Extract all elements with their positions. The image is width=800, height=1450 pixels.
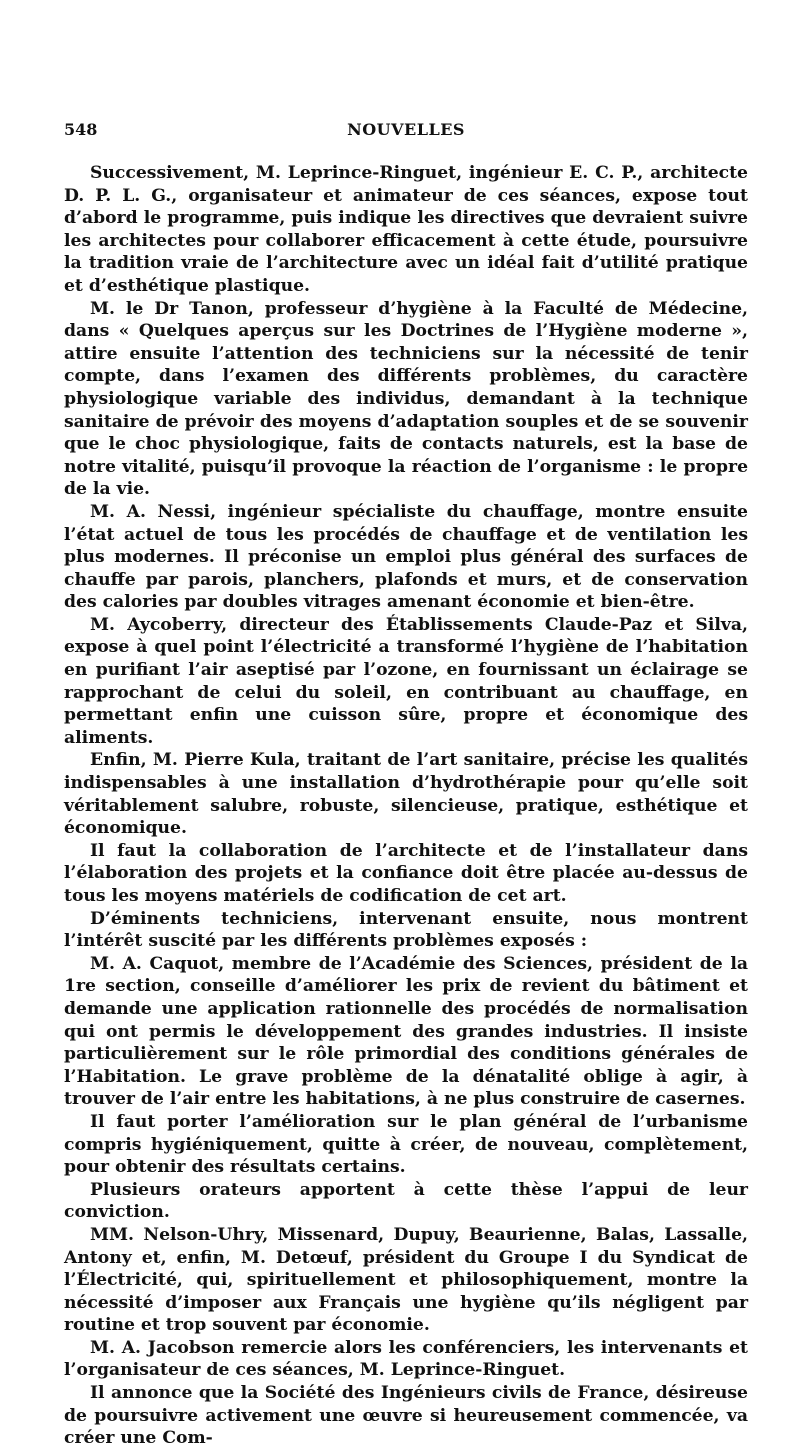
paragraph: M. Aycoberry, directeur des Établissements Claude-Paz et Silva, expose à quel point l’électricité a transformé l’hygiène de l’habitation en purifiant l’air aseptisé par l’ozone, en fournissant un éclairage se rapprochant de celui du soleil, en contribuant au chauffage, en permettant enfin une cuisson sûre, propre et économique des aliments. bbox=[64, 614, 748, 748]
page-number: 548 bbox=[64, 120, 98, 139]
paragraph: D’éminents techniciens, intervenant ensuite, nous montrent l’intérêt suscité par les différents problèmes exposés : bbox=[64, 908, 748, 952]
paragraph: M. A. Caquot, membre de l’Académie des Sciences, président de la 1re section, conseille d’améliorer les prix de revient du bâtiment et demande une application rationnelle des procédés de normalisation qui ont permis le développement des grandes industries. Il insiste particulièrement sur le rôle primordial des conditions générales de l’Habitation. Le grave problème de la dénatalité oblige à agir, à trouver de l’air entre les habitations, à ne plus construire de casernes. bbox=[64, 953, 748, 1110]
paragraph: M. A. Jacobson remercie alors les conférenciers, les intervenants et l’organisateur de ces séances, M. Leprince-Ringuet. bbox=[64, 1337, 748, 1381]
paragraph: Il faut porter l’amélioration sur le plan général de l’urbanisme compris hygiéniquement, quitte à créer, de nouveau, complètement, pour obtenir des résultats certains. bbox=[64, 1111, 748, 1178]
paragraph: Il annonce que la Société des Ingénieurs civils de France, désireuse de poursuivre activement une œuvre si heureusement commencée, va créer une Com- bbox=[64, 1383, 748, 1449]
paragraph: M. A. Nessi, ingénieur spécialiste du chauffage, montre ensuite l’état actuel de tous les procédés de chauffage et de ventilation les plus modernes. Il préconise un emploi plus général des surfaces de chauffe par parois, planchers, plafonds et murs, et de conservation des calories par doubles vitrages amenant économie et bien-être. bbox=[64, 501, 748, 613]
running-head: NOUVELLES bbox=[347, 120, 465, 139]
page-header bbox=[64, 120, 748, 150]
paragraph: Plusieurs orateurs apportent à cette thèse l’appui de leur conviction. bbox=[64, 1179, 748, 1223]
body-text bbox=[64, 162, 748, 1450]
paragraph: MM. Nelson-Uhry, Missenard, Dupuy, Beaurienne, Balas, Lassalle, Antony et, enfin, M. Detœuf, président du Groupe I du Syndicat de l’Électricité, qui, spirituellement et philosophiquement, montre la nécessité d’imposer aux Français une hygiène qu’ils négligent par routine et trop souvent par économie. bbox=[64, 1224, 748, 1336]
paragraph: Successivement, M. Leprince-Ringuet, ingénieur E. C. P., architecte D. P. L. G., organisateur et animateur de ces séances, expose tout d’abord le programme, puis indique les directives que devraient suivre les architectes pour collaborer efficacement à cette étude, poursuivre la tradition vraie de l’architecture avec un idéal fait d’utilité pratique et d’esthétique plastique. bbox=[64, 163, 748, 296]
paragraph: Enfin, M. Pierre Kula, traitant de l’art sanitaire, précise les qualités indispensables à une installation d’hydrothérapie pour qu’elle soit véritablement salubre, robuste, silencieuse, pratique, esthétique et économique. bbox=[64, 750, 748, 839]
paragraph: Il faut la collaboration de l’architecte et de l’installateur dans l’élaboration des projets et la confiance doit être placée au-dessus de tous les moyens matériels de codification de cet art. bbox=[64, 840, 748, 906]
paragraph: M. le Dr Tanon, professeur d’hygiène à la Faculté de Médecine, dans « Quelques aperçus sur les Doctrines de l’Hygiène moderne », attire ensuite l’attention des techniciens sur la nécessité de tenir compte, dans l’examen des différents problèmes, du caractère physiologique variable des individus, demandant à la technique sanitaire de prévoir des moyens d’adaptation souples et de se souvenir que le choc physiologique, faits de contacts naturels, est la base de notre vitalité, puisqu’il provoque la réaction de l’organisme : le propre de la vie. bbox=[64, 298, 748, 500]
